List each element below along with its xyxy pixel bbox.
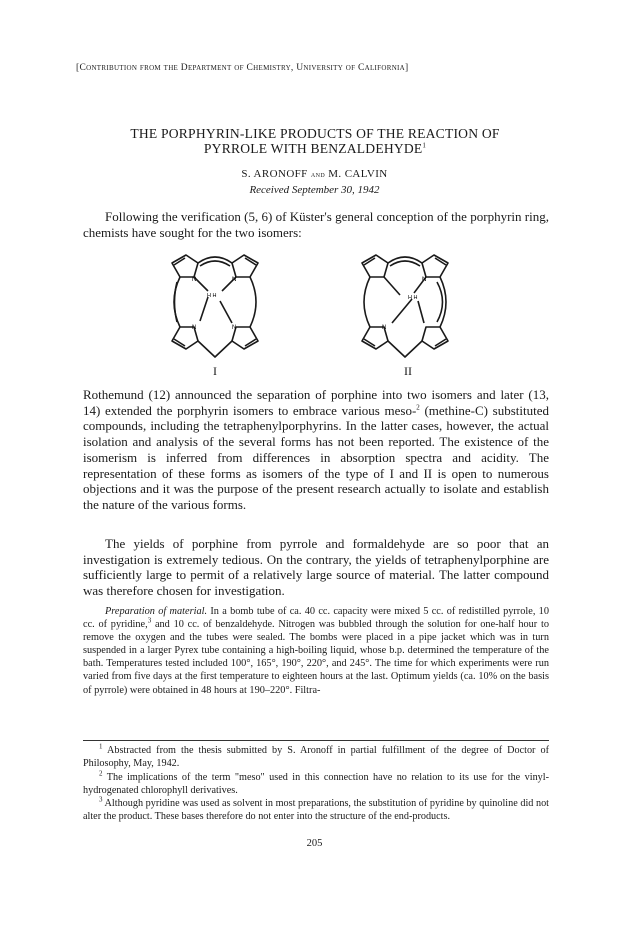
page-number: 205 <box>306 838 323 849</box>
footnote-mark-3: 3 <box>147 616 152 625</box>
structure-ii-label: II <box>404 364 412 378</box>
footnote-3 <box>83 795 549 824</box>
n-label: N <box>192 325 197 331</box>
footnote-2-mark: 2 <box>99 769 103 778</box>
footnote-3-text: Although pyridine was used as solvent in most preparations, the substitution of pyridine by quinoline did not alter the product. These bases therefore do not enter into the structure of the end-products. <box>83 798 549 822</box>
n-label: N <box>192 277 197 283</box>
n-label: N <box>382 325 387 331</box>
paragraph-intro: Following the verification (5, 6) of Küster's general conception of the porphyrin ring, chemists have sought for the two isomers: <box>83 209 549 240</box>
footnote-divider <box>83 740 549 741</box>
article-title <box>60 126 570 156</box>
paragraph-rothemund <box>83 387 549 513</box>
author-line <box>0 168 629 180</box>
title-line-1: THE PORPHYRIN-LIKE PRODUCTS OF THE REACTION OF <box>130 126 500 141</box>
preparation-part2: and 10 cc. of benzaldehyde. Nitrogen was bubbled through the solution for one-half hour to remove the oxygen and the tubes were sealed. The bombs were placed in a pipe jacket which was in turn suspended in a larger Pyrex tube containing a high-boiling liquid, whose b.p. determined the temperature of the bath. Temperatures tested included 100°, 165°, 190°, 220°, and 245°. The time for which experiments were run varied from five days at the first temperature to eighteen hours at the last. Optimum yields (ca. 10% on the basis of pyrrole) were obtained in 48 hours at 190–220°. Filtra- <box>83 619 549 696</box>
h-labels: H H <box>408 295 418 301</box>
footnote-1-text: Abstracted from the thesis submitted by S. Aronoff in partial fulfillment of the degree of Doctor of Philosophy, May, 1942. <box>83 745 549 769</box>
footnote-3-mark: 3 <box>99 795 103 804</box>
title-line-2-text: PYRROLE WITH BENZALDEHYDE <box>203 141 423 156</box>
contribution-header: [Contribution from the Department of Chemistry, University of California] <box>76 63 409 73</box>
n-label: N <box>422 277 427 283</box>
structure-i-diagram <box>162 249 268 361</box>
paragraph-yields: The yields of porphine from pyrrole and formaldehyde are so poor that an investigation is extremely tedious. On the contrary, the yields of tetraphenylporphine are sufficiently large to permit of a relatively large source of material. The latter compound was therefore chosen for investigation. <box>83 536 549 599</box>
preparation-heading: Preparation of material. <box>105 606 208 617</box>
n-label: N <box>232 277 237 283</box>
author-2: M. CALVIN <box>328 168 388 180</box>
preparation-part1: In a bomb tube of ca. 40 cc. capacity were mixed 5 cc. of redistilled pyrrole, 10 cc. of pyridine, <box>83 606 549 631</box>
title-line-2 <box>60 141 570 156</box>
author-conjunction: and <box>310 169 326 179</box>
footnote-1-mark: 1 <box>99 742 103 751</box>
received-date: Received September 30, 1942 <box>249 184 380 196</box>
paragraph-rothemund-part2: (methine-C) substituted compounds, including the tetraphenylporphyrins. In the latter cases, however, the actual isolation and analysis of the several forms has not been reported. The existence of the isomerism is inferred from differences in absorption spectra and acidity. The representation of these forms as isomers of the type of I and II is open to numerous objections and it was the purpose of the present research actually to isolate and establish the nature of the various forms. <box>83 402 549 512</box>
paragraph-preparation <box>83 605 549 697</box>
footnote-1 <box>83 742 549 771</box>
paragraph-rothemund-part1: Rothemund (12) announced the separation of porphine into two isomers and later (13, 14) extended the porphyrin isomers to embrace various meso- <box>83 387 549 418</box>
footnote-mark-2: 2 <box>416 403 420 412</box>
structure-ii-diagram <box>352 249 458 361</box>
footnote-2-text: The implications of the term "meso" used in this connection have no relation to its use for the vinyl-hydrogenated chlorophyll derivatives. <box>83 772 549 796</box>
structure-i-label: I <box>213 364 217 378</box>
footnote-2 <box>83 769 549 798</box>
h-labels: H H <box>207 293 217 299</box>
author-1: S. ARONOFF <box>241 168 308 180</box>
title-footnote-mark: 1 <box>422 141 427 150</box>
n-label: N <box>232 325 237 331</box>
